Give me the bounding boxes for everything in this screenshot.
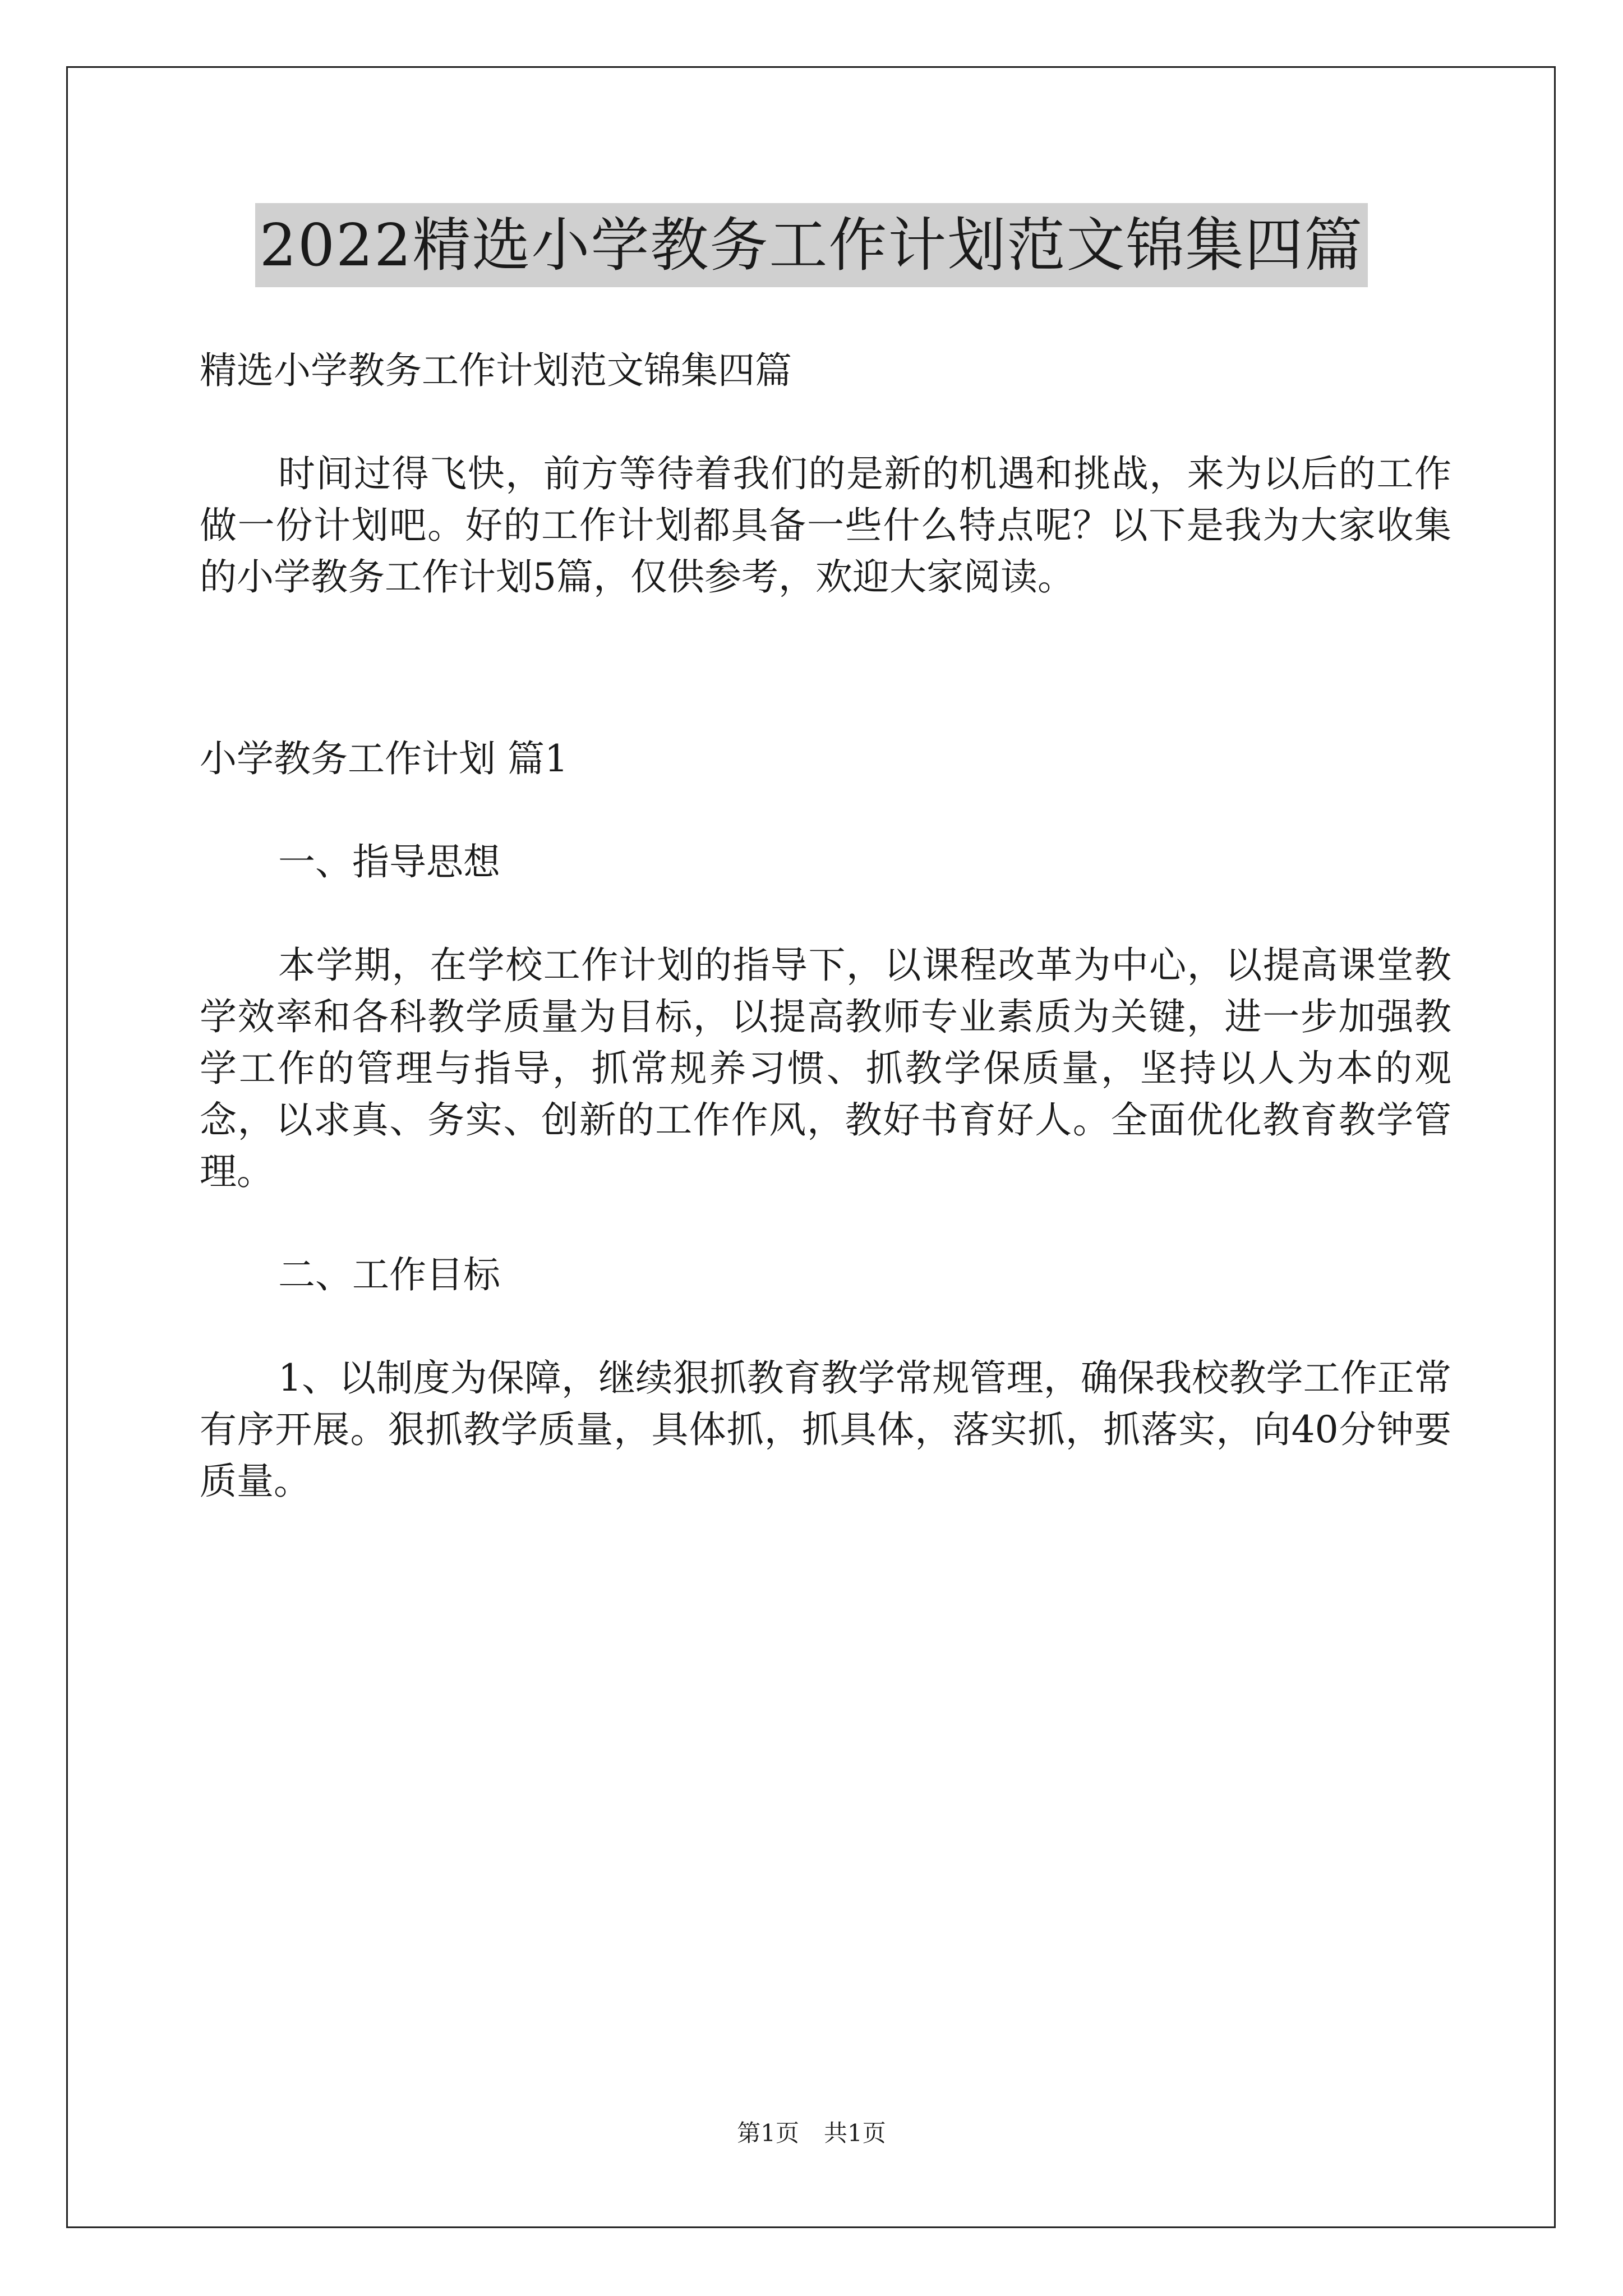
paragraph-work-goals: 1、以制度为保障，继续狠抓教育教学常规管理，确保我校教学工作正常有序开展。狠抓教学质量，具体抓，抓具体，落实抓，抓落实，向40分钟要质量。 [200,1356,1451,1503]
document-title: 2022精选小学教务工作计划范文锦集四篇 [255,203,1368,287]
document-subtitle: 精选小学教务工作计划范文锦集四篇 [200,349,792,392]
title-container [0,203,1623,287]
intro-paragraph: 时间过得飞快，前方等待着我们的是新的机遇和挑战，来为以后的工作做一份计划吧。好的工作计划都具备一些什么特点呢？以下是我为大家收集的小学教务工作计划5篇，仅供参考，欢迎大家阅读。 [200,452,1451,599]
section-heading: 小学教务工作计划 篇1 [200,737,568,780]
page-footer [0,2116,1623,2150]
page-number: 第1页 [737,2119,799,2147]
document-body [200,316,1451,1507]
heading-guiding-thought: 一、指导思想 [278,840,500,884]
page-total: 共1页 [824,2119,886,2147]
heading-work-goals: 二、工作目标 [278,1253,500,1296]
paragraph-guiding-thought: 本学期，在学校工作计划的指导下，以课程改革为中心，以提高课堂教学效率和各科教学质量为目标，以提高教师专业素质为关键，进一步加强教学工作的管理与指导，抓常规养习惯、抓教学保质量，坚持以人为本的观念，以求真、务实、创新的工作作风，教好书育好人。全面优化教育教学管理。 [200,944,1451,1193]
